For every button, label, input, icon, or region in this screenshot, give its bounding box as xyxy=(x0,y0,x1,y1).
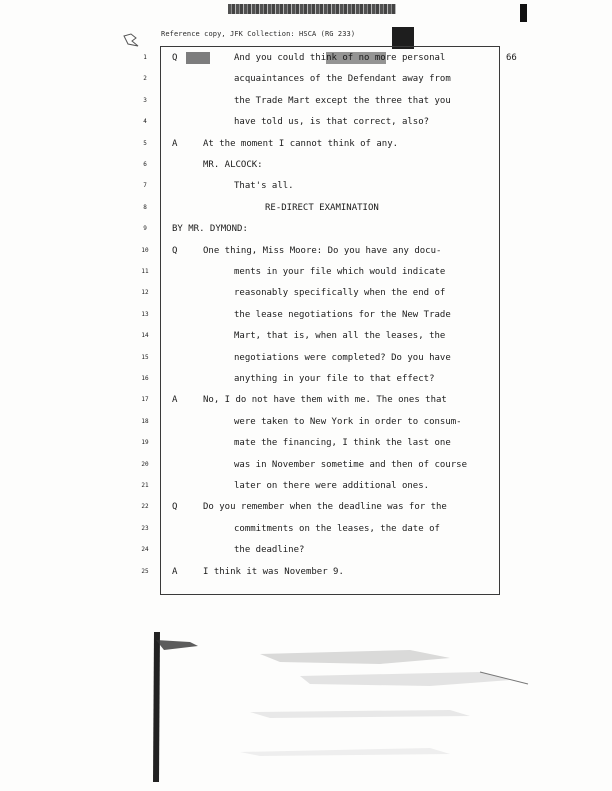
scan-bottom-smudge xyxy=(150,632,530,782)
line-text: One thing, Miss Moore: Do you have any docu- xyxy=(203,245,442,256)
transcript-line xyxy=(0,200,612,216)
speaker-marker: A xyxy=(172,138,178,149)
line-text: have told us, is that correct, also? xyxy=(234,117,430,128)
line-number: 20 xyxy=(141,460,149,468)
transcript-line xyxy=(0,71,612,87)
speaker-marker: Q xyxy=(172,502,178,513)
line-number: 23 xyxy=(141,524,149,532)
page-number: 66 xyxy=(506,53,517,63)
line-number: 18 xyxy=(141,417,149,425)
line-text: No, I do not have them with me. The ones that xyxy=(203,395,447,406)
line-number: 4 xyxy=(143,118,147,126)
line-number: 25 xyxy=(141,567,149,575)
line-number: 15 xyxy=(141,353,149,361)
line-text: At the moment I cannot think of any. xyxy=(203,138,399,149)
transcript-line xyxy=(0,221,612,237)
line-text: were taken to New York in order to consum- xyxy=(234,416,462,427)
line-text: That's all. xyxy=(234,181,294,192)
line-text: acquaintances of the Defendant away from xyxy=(234,74,451,85)
transcript-line xyxy=(0,264,612,280)
line-text: later on there were additional ones. xyxy=(234,481,430,491)
line-number: 13 xyxy=(141,310,149,318)
line-text: negotiations were completed? Do you have xyxy=(234,352,451,363)
scan-top-blotch xyxy=(228,4,396,14)
line-text: commitments on the leases, the date of xyxy=(234,523,440,534)
speaker-marker: Q xyxy=(172,245,178,256)
transcript-line xyxy=(0,136,612,152)
transcript-line xyxy=(0,414,612,430)
line-text: was in November sometime and then of course xyxy=(234,459,467,470)
line-number: 11 xyxy=(141,268,149,275)
line-text: MR. ALCOCK: xyxy=(203,160,263,170)
line-text: I think it was November 9. xyxy=(203,566,344,577)
transcript-line xyxy=(0,328,612,344)
speaker-marker: Q xyxy=(172,53,178,63)
line-number: 9 xyxy=(143,225,147,233)
transcript-line xyxy=(0,307,612,323)
transcript-line xyxy=(0,499,612,515)
line-number: 24 xyxy=(141,546,149,554)
scan-corner-mark xyxy=(122,32,142,50)
transcript-line xyxy=(0,114,612,130)
transcript-line xyxy=(0,50,612,66)
line-text: ments in your file which would indicate xyxy=(234,267,446,277)
transcript-line xyxy=(0,521,612,537)
line-number: 14 xyxy=(141,332,149,340)
redaction-line-1-right xyxy=(326,52,386,64)
transcript-line xyxy=(0,457,612,473)
transcript-line xyxy=(0,478,612,494)
transcript-line xyxy=(0,392,612,408)
line-number: 3 xyxy=(143,96,147,104)
line-number: 21 xyxy=(141,482,149,489)
line-number: 2 xyxy=(143,75,147,83)
line-number: 1 xyxy=(143,54,147,61)
transcript-line xyxy=(0,435,612,451)
line-number: 12 xyxy=(141,289,149,297)
transcript-line xyxy=(0,157,612,173)
reference-line: Reference copy, JFK Collection: HSCA (RG 233) xyxy=(161,30,356,38)
line-text: reasonably specifically when the end of xyxy=(234,288,446,299)
transcript-line xyxy=(0,93,612,109)
redaction-line-1-left xyxy=(186,52,210,64)
line-number: 7 xyxy=(143,182,147,190)
line-number: 5 xyxy=(143,139,147,147)
transcript-line xyxy=(0,243,612,259)
line-text: Mart, that is, when all the leases, the xyxy=(234,331,446,342)
line-text: BY MR. DYMOND: xyxy=(172,224,248,235)
speaker-marker: A xyxy=(172,395,178,406)
line-number: 17 xyxy=(141,396,149,404)
transcript-line xyxy=(0,542,612,558)
line-text: mate the financing, I think the last one xyxy=(234,438,451,449)
transcript-line xyxy=(0,350,612,366)
line-number: 16 xyxy=(141,375,149,382)
line-text: RE-DIRECT EXAMINATION xyxy=(265,202,379,213)
line-number: 6 xyxy=(143,161,147,168)
line-number: 10 xyxy=(141,246,149,254)
line-text: anything in your file to that effect? xyxy=(234,374,435,384)
line-text: And you could think of no more personal xyxy=(234,53,446,63)
line-number: 22 xyxy=(141,503,149,511)
transcript-line xyxy=(0,564,612,580)
transcript-line xyxy=(0,178,612,194)
transcript-line xyxy=(0,371,612,387)
line-text: the deadline? xyxy=(234,545,305,556)
line-text: the Trade Mart except the three that you xyxy=(234,95,451,106)
line-number: 8 xyxy=(143,203,147,211)
line-number: 19 xyxy=(141,439,149,447)
line-text: Do you remember when the deadline was for the xyxy=(203,502,447,513)
scan-right-bar xyxy=(520,4,527,22)
speaker-marker: A xyxy=(172,566,178,577)
line-text: the lease negotiations for the New Trade xyxy=(234,309,451,320)
transcript-line xyxy=(0,285,612,301)
